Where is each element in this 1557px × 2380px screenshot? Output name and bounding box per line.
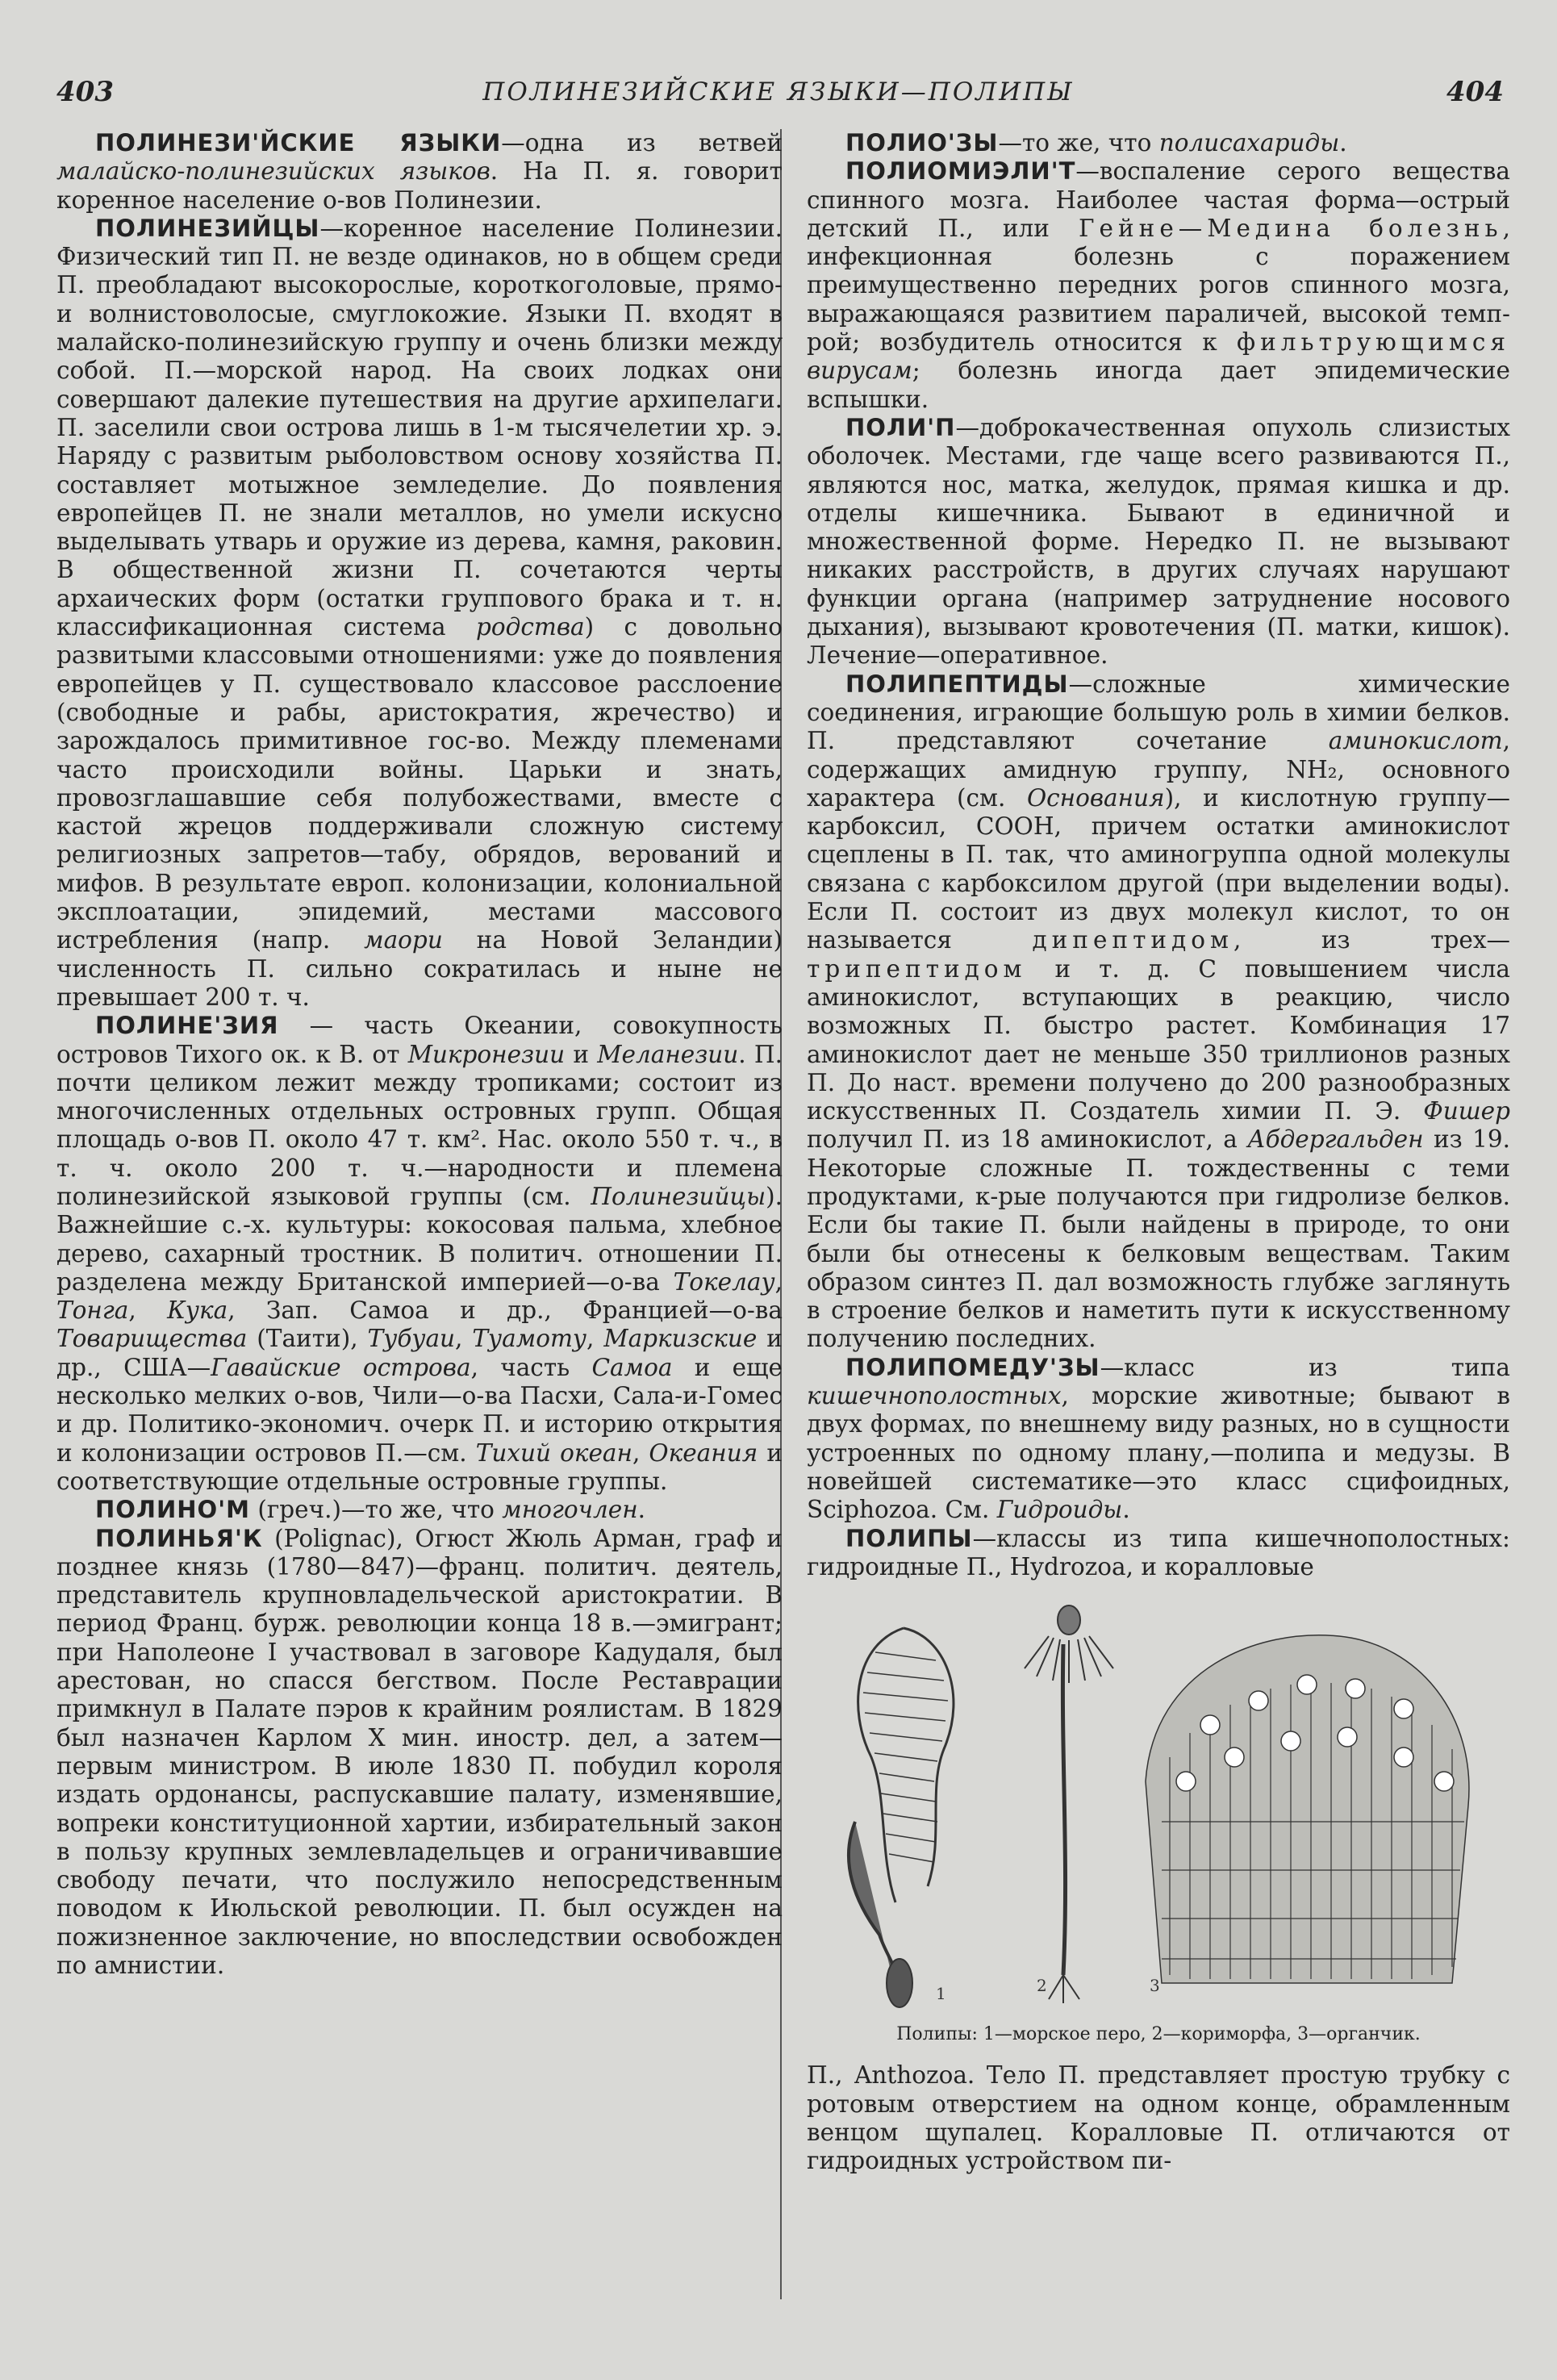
entry-polyps-continued: П., Anthozoa. Тело П. представляет простую трубку с ротовым отверстием на одном конце, обрамленным венцом щупалец. Коралловые П. отличаются от гидроидных устройством пи- <box>807 2061 1510 2175</box>
cross-reference-link[interactable]: Микронезии <box>407 1040 566 1068</box>
cross-reference-link[interactable]: родства <box>476 613 585 641</box>
cross-reference-link[interactable]: Полинезийцы <box>591 1182 766 1210</box>
headword: ПОЛИО'ЗЫ <box>845 129 999 157</box>
cross-reference-link[interactable]: Маркизские <box>603 1325 758 1353</box>
headword: ПОЛИПЕПТИДЫ <box>845 670 1069 698</box>
cross-reference-link[interactable]: Тихий океан <box>475 1438 632 1467</box>
organ-pipe-coral-figure <box>1146 1635 1469 1983</box>
corymorpha-figure <box>1025 1605 1113 2003</box>
cross-reference-link[interactable]: Гидроиды <box>996 1496 1123 1524</box>
right-column <box>807 129 1510 2176</box>
entry-polioses: ПОЛИО'ЗЫ—то же, что полисахариды. <box>845 129 1347 157</box>
cross-reference-link[interactable]: Самоа <box>591 1353 673 1381</box>
spaced-term: фильтрующимся <box>1237 328 1510 357</box>
headword: ПОЛИНЕЗИ'ЙСКИЕ ЯЗЫКИ <box>95 129 502 157</box>
cross-reference-link[interactable]: Меланезии <box>597 1040 739 1068</box>
headword: ПОЛИНО'М <box>95 1496 250 1524</box>
entry-poliomyelitis: ПОЛИОМИЭЛИ'Т—воспаление серого вещества спинного мозга. Наиболее частая форма—острый детский П., или Гейне—Медина болезнь, инфекционная болезнь с поражением преимущественно передних рогов спинного мозга, выражающаяся развитием параличей, высокой темп-рой; возбудитель относится к фильтрующимся вирусам; болезнь иногда дает эпидемические вспышки. <box>807 157 1511 413</box>
figure-label-3: 3 <box>1150 1976 1160 1996</box>
headword: ПОЛИНЕ'ЗИЯ <box>95 1012 279 1040</box>
headword: ПОЛИНЕЗИЙЦЫ <box>95 214 320 242</box>
polyps-drawing <box>807 1596 1510 2015</box>
figure-label-1: 1 <box>936 1984 946 2004</box>
cross-reference-link[interactable]: Тубуаи <box>367 1325 456 1353</box>
cross-reference-link[interactable]: Фишер <box>1423 1097 1510 1125</box>
figure-caption: Полипы: 1—морское перо, 2—кориморфа, 3—органчик. <box>896 2024 1421 2045</box>
running-title: ПОЛИНЕЗИЙСКИЕ ЯЗЫКИ—ПОЛИПЫ <box>482 77 1075 106</box>
entry-polynom: ПОЛИНО'М (греч.)—то же, что многочлен. <box>95 1496 646 1524</box>
cross-reference-link[interactable]: маори <box>364 926 443 954</box>
entry-polypomedusae: ПОЛИПОМЕДУ'ЗЫ—класс из типа кишечнополостных, морские животные; бывают в двух формах, по внешнему виду разных, но в сущности устроенных по одному плану,—полипа и медузы. В новейшей систематике—это класс сцифоидных, Sciphozoa. См. Гидроиды. <box>807 1353 1510 1524</box>
sea-pen-figure <box>849 1628 954 2007</box>
headword: ПОЛИОМИЭЛИ'Т <box>845 157 1076 186</box>
headword: ПОЛИПЫ <box>845 1524 973 1552</box>
cross-reference-link[interactable]: многочлен <box>502 1496 638 1524</box>
cross-reference-link[interactable]: кишечнополостных <box>807 1382 1062 1410</box>
cross-reference-link[interactable]: Токелау <box>673 1267 775 1296</box>
entry-polyps: ПОЛИПЫ—классы из типа кишечнополостных: гидроидные П., Hydrozoa, и коралловые <box>807 1524 1510 1580</box>
headword: ПОЛИНЬЯ'К <box>95 1524 263 1552</box>
cross-reference-link[interactable]: вирусам <box>807 357 912 385</box>
cross-reference-link[interactable]: Океания <box>649 1438 758 1467</box>
cross-reference-link[interactable]: Тонга <box>56 1296 129 1325</box>
spaced-term: Гейне—Медина болезнь <box>1079 214 1503 242</box>
spaced-term: трипептидом <box>807 954 1027 983</box>
cross-reference-link[interactable]: Основания <box>1026 783 1165 812</box>
page-number-right: 404 <box>1446 76 1504 108</box>
running-header <box>0 76 1557 113</box>
cross-reference-link[interactable]: Абдергальден <box>1247 1125 1424 1154</box>
cross-reference-link[interactable]: аминокислот <box>1328 727 1503 755</box>
entry-polypeptides: ПОЛИПЕПТИДЫ—сложные химические соединения, играющие большую роль в химии белков. П. представляют сочетание аминокислот, содержащих амидную группу, NH₂, основного характера (см. Основания), и кислотную группу—карбоксил, СООН, причем остатки аминокислот сцеплены в П. так, что аминогруппа одной молекулы связана с карбоксилом другой (при выделении воды). Если П. состоит из двух молекул кислот, то он называется дипептидом, из трех—трипептидом и т. д. С повышением числа аминокислот, вступающих в реакцию, число возможных П. быстро растет. Комбинация 17 аминокислот дает не меньше 350 триллионов разных П. До наст. времени получено до 200 разнообразных искусственных П. Создатель химии П. Э. Фишер получил П. из 18 аминокислот, а Абдергальден из 19. Некоторые сложные П. тождественны с теми продуктами, к-рые получаются при гидролизе белков. Если бы такие П. были найдены в природе, то они были бы отнесены к белковым веществам. Таким образом синтез П. дал возможность глубже заглянуть в строение белков и наметить пути к искусственному получению последних. <box>807 670 1511 1353</box>
cross-reference-link[interactable]: Товарищества <box>56 1325 248 1353</box>
entry-polynesia: ПОЛИНЕ'ЗИЯ — часть Океании, совокупность островов Тихого ок. к В. от Микронезии и Меланезии. П. почти целиком лежит между тропиками; состоит из многочисленных отдельных островных групп. Общая площадь о-вов П. около 47 т. км². Нас. около 550 т. ч., в т. ч. около 200 т. ч.—народности и племена полинезийской языковой группы (см. Полинезийцы). Важнейшие с.-х. культуры: кокосовая пальма, хлебное дерево, сахарный тростник. В политич. отношении П. разделена между Британской империей—о-ва Токелау, Тонга, Кука, Зап. Самоа и др., Францией—о-ва Товарищества (Таити), Тубуаи, Туамоту, Маркизские и др., США—Гавайские острова, часть Самоа и еще несколько мелких о-вов, Чили—о-ва Пасхи, Сала-и-Гомес и др. Политико-экономич. очерк П. и историю открытия и колонизации островов П.—см. Тихий океан, Океания и соответствующие отдельные островные группы. <box>56 1012 783 1495</box>
cross-reference-link[interactable]: полисахариды <box>1158 129 1340 157</box>
entry-polynesians: ПОЛИНЕЗИЙЦЫ—коренное население Полинезии. Физический тип П. не везде одинаков, но в общем среди П. преобладают высокорослые, короткоголовые, прямо- и волнистоволосые, смуглокожие. Языки П. входят в малайско-полинезийскую группу и очень близки между собой. П.—морской народ. На своих лодках они совершают далекие путешествия на другие архипелаги. П. заселили свои острова лишь в 1-м тысячелетии хр. э. Наряду с развитым рыболовством основу хозяйства П. составляет мотыжное земледелие. До появления европейцев П. не знали металлов, но умели искусно выделывать утварь и оружие из дерева, камня, раковин. В общественной жизни П. сочетаются черты архаических форм (остатки группового брака и т. н. классификационная система родства) с довольно развитыми классовыми отношениями: уже до появления европейцев у П. существовало классовое расслоение (свободные и рабы, аристократия, жречество) и зарождалось примитивное гос-во. Между племенами часто происходили войны. Царьки и знать, провозглашавшие себя полубожествами, вместе с кастой жрецов поддерживали сложную систему религиозных запретов—табу, обрядов, верований и мифов. В результате европ. колонизации, колониальной эксплоатации, эпидемий, местами массового истребления (напр. маори на Новой Зеландии) численность П. сильно сократилась и ныне не превышает 200 т. ч. <box>56 214 783 1011</box>
polyps-illustration <box>807 1596 1510 2015</box>
cross-reference-link[interactable]: Туамоту <box>472 1325 587 1353</box>
headword: ПОЛИПОМЕДУ'ЗЫ <box>845 1353 1100 1381</box>
cross-reference-link[interactable]: малайско-полинезийских языков <box>56 157 490 186</box>
cross-reference-link[interactable]: Гавайские острова <box>211 1353 471 1381</box>
spaced-term: дипептидом <box>1032 926 1233 954</box>
page-number-left: 403 <box>56 76 114 108</box>
figure-label-2: 2 <box>1037 1976 1047 1996</box>
entry-polignac: ПОЛИНЬЯ'К (Polignac), Огюст Жюль Арман, граф и позднее князь (1780—847)—франц. политич. деятель, представитель крупновладельческой аристократии. В период Франц. бурж. революции конца 18 в.—эмигрант; при Наполеоне I участвовал в заговоре Кадудаля, был арестован, но спасся бегством. После Реставрации примкнул в Палате пэров к крайним роялистам. В 1829 был назначен Карлом X мин. иностр. дел, а затем—первым министром. В июле 1830 П. побудил короля издать ордонансы, распускавшие палату, изменявшие, вопреки конституционной хартии, избирательный закон в пользу крупных землевладельцев и ограничивавшие свободу печати, что послужило непосредственным поводом к Июльской революции. П. был осужден на пожизненное заключение, но впоследствии освобожден по амнистии. <box>56 1524 783 1979</box>
entry-polynesian-languages: ПОЛИНЕЗИ'ЙСКИЕ ЯЗЫКИ—одна из ветвей малайско-полинезийских языков. На П. я. говорит коренное население о-вов Полинезии. <box>56 129 783 214</box>
headword: ПОЛИ'П <box>845 413 956 441</box>
cross-reference-link[interactable]: Кука <box>167 1296 228 1325</box>
entry-polyp: ПОЛИ'П—доброкачественная опухоль слизистых оболочек. Местами, где чаще всего развиваются П., являются нос, матка, желудок, прямая кишка и др. отделы кишечника. Бывают в единичной и множественной форме. Нередко П. не вызывают никаких расстройств, в других случаях нарушают функции органа (например затруднение носового дыхания), вызывают кровотечения (П. матки, кишок). Лечение—оперативное. <box>807 413 1510 670</box>
left-column <box>56 129 783 1980</box>
